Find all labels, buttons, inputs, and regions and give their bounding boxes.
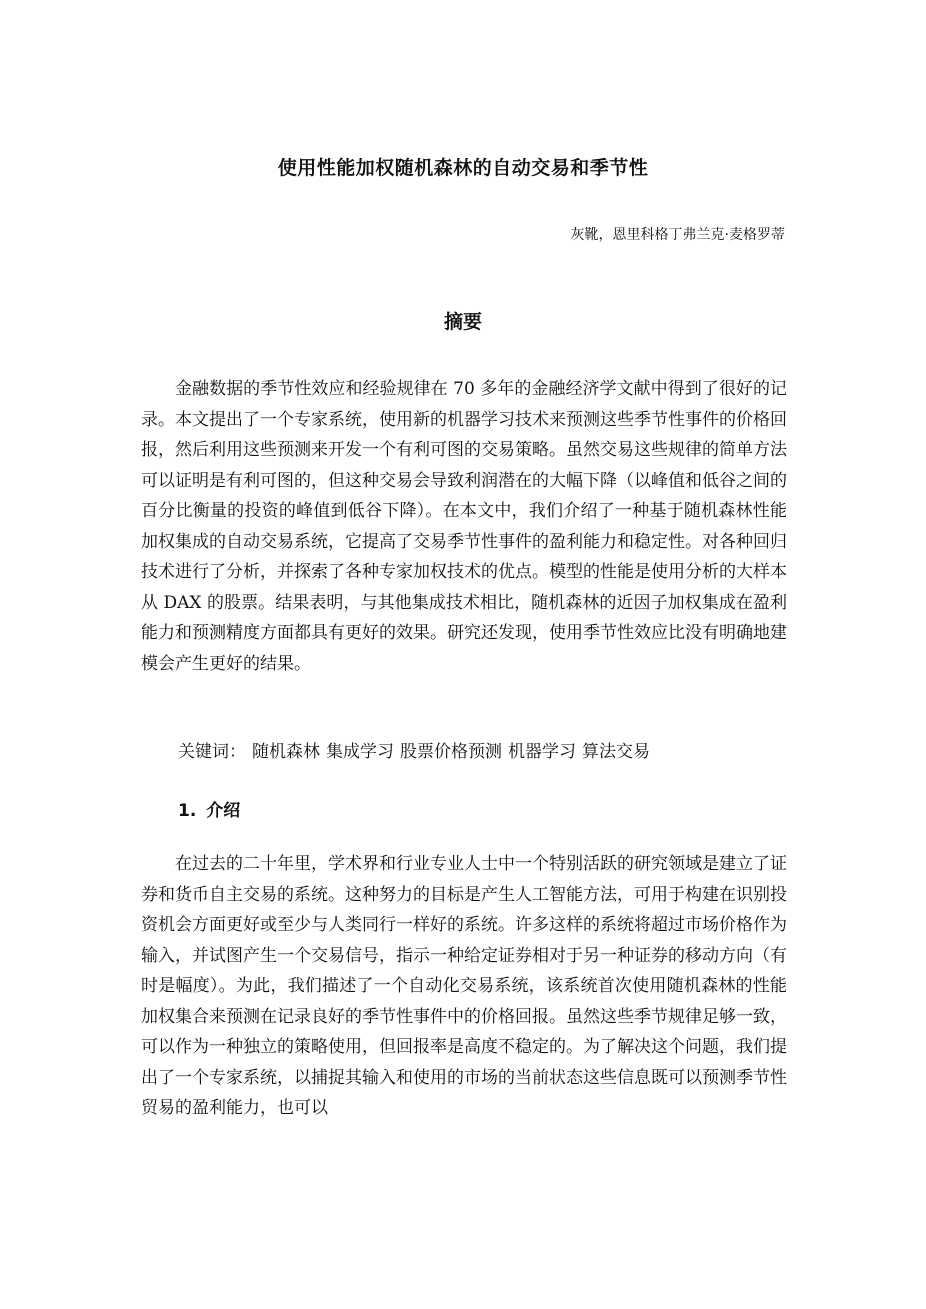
abstract-heading: 摘要 (443, 311, 482, 333)
abstract-body (141, 374, 787, 679)
abstract-paragraph: 金融数据的季节性效应和经验规律在 70 多年的金融经济学文献中得到了很好的记录。本文提出了一个专家系统，使用新的机器学习技术来预测这些季节性事件的价格回报，然后利用这些预测来开发一个有利可图的交易策略。虽然交易这些规律的简单方法可以证明是有利可图的，但这种交易会导致利润潜在的大幅下降（以峰值和低谷之间的百分比衡量的投资的峰值到低谷下降）。在本文中，我们介绍了一种基于随机森林性能加权集成的自动交易系统，它提高了交易季节性事件的盈利能力和稳定性。对各种回归技术进行了分析，并探索了各种专家加权技术的优点。模型的性能是使用分析的大样本从 DAX 的股票。结果表明，与其他集成技术相比，随机森林的近因子加权集成在盈利能力和预测精度方面都具有更好的效果。研究还发现，使用季节性效应比没有明确地建模会产生更好的结果。 (141, 379, 787, 674)
section-title: 介绍 (206, 801, 241, 821)
keyword: 算法交易 (582, 742, 650, 762)
keyword: 股票价格预测 (400, 742, 502, 762)
keyword: 机器学习 (508, 742, 576, 762)
section-heading-introduction (178, 796, 240, 826)
introduction-body (141, 849, 787, 1124)
introduction-paragraph: 在过去的二十年里，学术界和行业专业人士中一个特别活跃的研究领域是建立了证券和货币自主交易的系统。这种努力的目标是产生人工智能方法，可用于构建在识别投资机会方面更好或至少与人类同行一样好的系统。许多这样的系统将超过市场价格作为输入，并试图产生一个交易信号，指示一种给定证券相对于另一种证券的移动方向（有时是幅度）。为此，我们描述了一个自动化交易系统，该系统首次使用随机森林的性能加权集合来预测在记录良好的季节性事件中的价格回报。虽然这些季节规律足够一致，可以作为一种独立的策略使用，但回报率是高度不稳定的。为了解决这个问题，我们提出了一个专家系统，以捕捉其输入和使用的市场的当前状态这些信息既可以预测季节性贸易的盈利能力，也可以 (141, 854, 787, 1118)
paper-title: 使用性能加权随机森林的自动交易和季节性 (277, 157, 649, 179)
keywords-line (178, 737, 656, 767)
keyword: 集成学习 (326, 742, 394, 762)
keywords-label: 关键词： (178, 742, 246, 762)
keyword: 随机森林 (252, 742, 320, 762)
author-list: 灰靴，恩里科格丁弗兰克·麦格罗蒂 (570, 227, 785, 243)
section-number: 1. (178, 801, 197, 821)
